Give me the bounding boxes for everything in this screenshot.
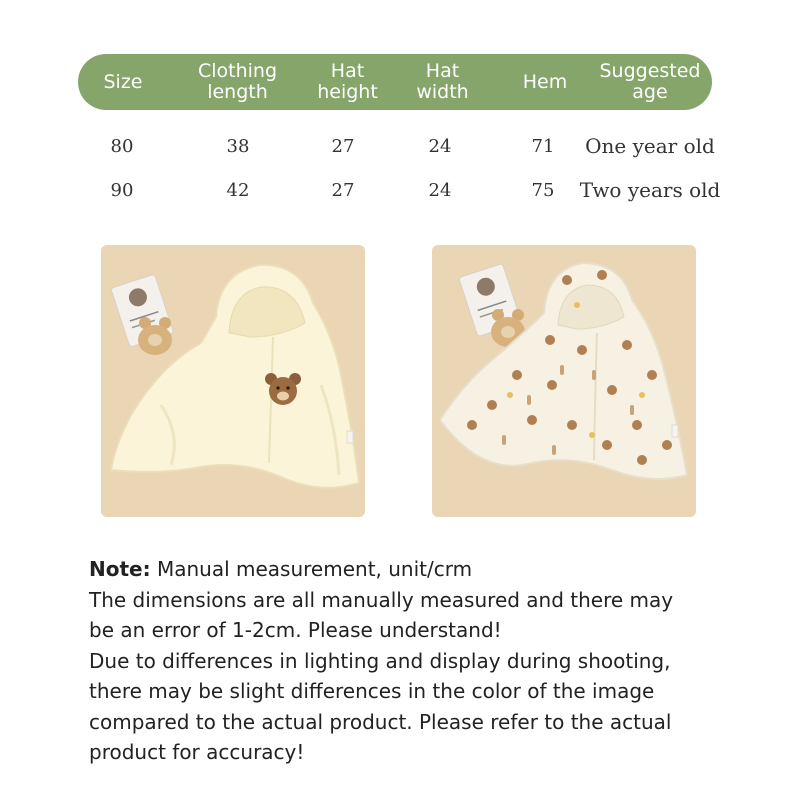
- note-line: The dimensions are all manually measured and there may: [89, 587, 674, 612]
- header-clothing-length: Clothing length: [197, 60, 278, 103]
- note-line: be an error of 1-2cm. Please understand!: [89, 618, 502, 642]
- note-first-text: Manual measurement, unit/crm: [150, 557, 473, 581]
- cell-hat-width: 24: [428, 179, 452, 201]
- table-row: [0, 131, 800, 161]
- note-label: Note:: [89, 557, 151, 581]
- product-photo-print: [432, 245, 696, 517]
- header-hem: Hem: [522, 70, 568, 93]
- cell-hem: 75: [531, 179, 555, 201]
- cell-suggested-age: One year old: [585, 134, 715, 158]
- product-photo-plain: [101, 245, 365, 517]
- note-line: there may be slight differences in the color of the image: [89, 679, 655, 703]
- cell-size: 90: [110, 179, 134, 201]
- cell-suggested-age: Two years old: [579, 178, 721, 202]
- header-hat-width: Hat width: [416, 60, 469, 103]
- cell-hat-width: 24: [428, 135, 452, 157]
- note-line: Due to differences in lighting and display during shooting,: [89, 648, 671, 673]
- cell-clothing-length: 42: [226, 179, 250, 201]
- header-size: Size: [103, 70, 143, 93]
- header-suggested-age: Suggested age: [599, 60, 701, 103]
- measurement-note: [89, 554, 729, 768]
- note-line: compared to the actual product. Please refer to the actual: [89, 709, 672, 734]
- cell-hat-height: 27: [331, 179, 355, 201]
- cell-size: 80: [110, 135, 134, 157]
- cell-hem: 71: [531, 135, 555, 157]
- note-line: product for accuracy!: [89, 740, 305, 764]
- cell-hat-height: 27: [331, 135, 355, 157]
- note-first-line: [89, 554, 729, 585]
- table-row: [0, 175, 800, 205]
- header-hat-height: Hat height: [317, 60, 378, 103]
- cell-clothing-length: 38: [226, 135, 250, 157]
